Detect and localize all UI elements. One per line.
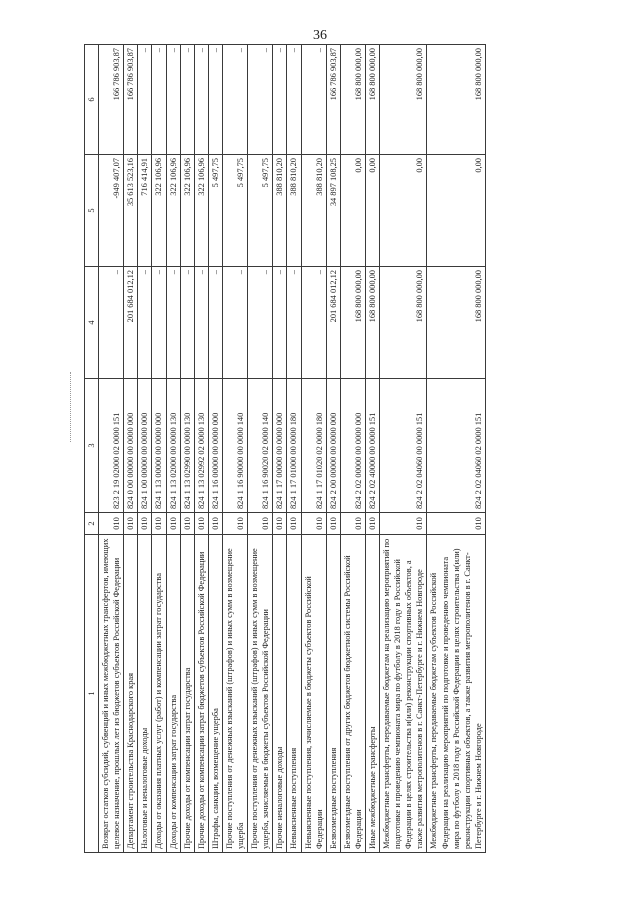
column-number-4: 4 [85, 267, 99, 379]
row-budget-classification-code: 824 2 00 00000 00 0000 000 [326, 379, 340, 513]
row-unexecuted-amount: 166 786 903,87 [99, 45, 124, 155]
table-row [287, 45, 301, 853]
table-row [99, 45, 124, 853]
table-row [273, 45, 287, 853]
budget-income-table [84, 44, 486, 853]
row-line-code: 010 [222, 513, 247, 535]
row-line-code: 010 [365, 513, 379, 535]
row-line-code: 010 [208, 513, 222, 535]
row-executed-amount: 5 497,75 [248, 155, 273, 267]
table-row [124, 45, 138, 853]
row-executed-amount: 0,00 [365, 155, 379, 267]
row-executed-amount: 5 497,75 [222, 155, 247, 267]
row-name: Прочие поступления от денежных взысканий (штрафов) и иных сумм в возмещение ущерба [222, 535, 247, 853]
row-name: Прочие доходы от компенсации затрат государства [180, 535, 194, 853]
row-approved-amount: 168 800 000,00 [427, 267, 485, 379]
row-name: Налоговые и неналоговые доходы [138, 535, 152, 853]
row-unexecuted-amount: 166 786 903,87 [326, 45, 340, 155]
row-approved-amount: – [99, 267, 124, 379]
page-number: 36 [313, 28, 327, 43]
row-unexecuted-amount: 166 786 903,87 [124, 45, 138, 155]
row-line-code: 010 [248, 513, 273, 535]
row-budget-classification-code: 824 1 17 00000 00 0000 000 [273, 379, 287, 513]
row-approved-amount: – [138, 267, 152, 379]
row-executed-amount: 34 897 108,25 [326, 155, 340, 267]
row-executed-amount: 388 810,20 [301, 155, 326, 267]
scan-margin-marks [70, 372, 76, 442]
row-line-code: 010 [194, 513, 208, 535]
row-approved-amount: – [180, 267, 194, 379]
row-unexecuted-amount: – [248, 45, 273, 155]
row-executed-amount: 388 810,20 [287, 155, 301, 267]
column-number-1: 1 [85, 535, 99, 853]
row-budget-classification-code: 824 1 16 00000 00 0000 000 [208, 379, 222, 513]
row-name: Доходы от оказания платных услуг (работ) и компенсации затрат государства [152, 535, 166, 853]
row-line-code: 010 [287, 513, 301, 535]
row-budget-classification-code: 823 2 19 02000 02 0000 151 [99, 379, 124, 513]
row-executed-amount: 0,00 [380, 155, 427, 267]
row-unexecuted-amount: 168 800 000,00 [380, 45, 427, 155]
row-approved-amount: – [152, 267, 166, 379]
row-executed-amount: 388 810,20 [273, 155, 287, 267]
row-budget-classification-code: 824 1 17 01000 00 0000 180 [287, 379, 301, 513]
row-name: Невыясненные поступления, зачисляемые в бюджеты субъектов Российской Федерации [301, 535, 326, 853]
row-budget-classification-code: 824 2 02 40000 00 0000 151 [365, 379, 379, 513]
row-line-code: 010 [427, 513, 485, 535]
row-budget-classification-code: 824 2 02 00000 00 0000 000 [340, 379, 365, 513]
table-row [208, 45, 222, 853]
table-row [194, 45, 208, 853]
table-row [166, 45, 180, 853]
row-budget-classification-code: 824 0 00 00000 00 0000 000 [124, 379, 138, 513]
row-approved-amount: 168 800 000,00 [340, 267, 365, 379]
row-executed-amount: 322 106,96 [194, 155, 208, 267]
rotated-table-wrapper [84, 45, 606, 853]
row-budget-classification-code: 824 1 17 01020 02 0000 180 [301, 379, 326, 513]
row-executed-amount: 35 613 523,16 [124, 155, 138, 267]
table-row [326, 45, 340, 853]
row-executed-amount: 5 497,75 [208, 155, 222, 267]
row-name: Межбюджетные трансферты, передаваемые бюджетам субъектов Российской Федерации на реализацию мероприятий по подготовке и проведению чемпионата мира по футболу в 2018 году в Российской Федерации в целях строительства и(или) реконструкции спортивных объектов, а также развития метрополитенов в г. Санкт-Петербурге и г. Нижнем Новгороде [427, 535, 485, 853]
row-executed-amount: -949 407,07 [99, 155, 124, 267]
row-name: Прочие неналоговые доходы [273, 535, 287, 853]
row-line-code: 010 [380, 513, 427, 535]
table-row [427, 45, 485, 853]
row-name: Департамент строительства Краснодарского края [124, 535, 138, 853]
row-name: Невыясненные поступления [287, 535, 301, 853]
row-executed-amount: 322 106,96 [180, 155, 194, 267]
column-number-5: 5 [85, 155, 99, 267]
row-unexecuted-amount: 168 800 000,00 [427, 45, 485, 155]
table-row [222, 45, 247, 853]
row-line-code: 010 [124, 513, 138, 535]
table-row [340, 45, 365, 853]
row-budget-classification-code: 824 1 00 00000 00 0000 000 [138, 379, 152, 513]
row-unexecuted-amount: – [152, 45, 166, 155]
row-budget-classification-code: 824 2 02 04060 02 0000 151 [427, 379, 485, 513]
row-approved-amount: – [194, 267, 208, 379]
row-unexecuted-amount: – [194, 45, 208, 155]
row-budget-classification-code: 824 1 13 02992 02 0000 130 [194, 379, 208, 513]
column-number-row [85, 45, 99, 853]
row-executed-amount: 716 414,91 [138, 155, 152, 267]
row-executed-amount: 0,00 [427, 155, 485, 267]
row-approved-amount: – [287, 267, 301, 379]
column-number-2: 2 [85, 513, 99, 535]
row-approved-amount: – [208, 267, 222, 379]
row-approved-amount: 201 684 012,12 [326, 267, 340, 379]
row-unexecuted-amount: – [273, 45, 287, 155]
column-number-6: 6 [85, 45, 99, 155]
row-budget-classification-code: 824 2 02 04060 00 0000 151 [380, 379, 427, 513]
row-approved-amount: – [248, 267, 273, 379]
table-row [365, 45, 379, 853]
row-budget-classification-code: 824 1 13 02000 00 0000 130 [166, 379, 180, 513]
row-approved-amount: – [166, 267, 180, 379]
table-row [138, 45, 152, 853]
table-row [248, 45, 273, 853]
row-budget-classification-code: 824 1 16 90000 00 0000 140 [222, 379, 247, 513]
row-budget-classification-code: 824 1 13 02990 00 0000 130 [180, 379, 194, 513]
row-line-code: 010 [180, 513, 194, 535]
row-name: Штрафы, санкции, возмещение ущерба [208, 535, 222, 853]
row-name: Безвозмездные поступления от других бюджетов бюджетной системы Российской Федерации [340, 535, 365, 853]
row-line-code: 010 [138, 513, 152, 535]
row-approved-amount: 168 800 000,00 [380, 267, 427, 379]
row-line-code: 010 [301, 513, 326, 535]
row-approved-amount: 201 684 012,12 [124, 267, 138, 379]
row-name: Межбюджетные трансферты, передаваемые бюджетам на реализацию мероприятий по подготовке и проведению чемпионата мира по футболу в 2018 году в Российской Федерации в целях строительства и(или) реконструкции спортивных объектов, а также развития метрополитенов в г. Санкт-Петербурге и г. Нижнем Новгороде [380, 535, 427, 853]
row-line-code: 010 [152, 513, 166, 535]
row-unexecuted-amount: 168 800 000,00 [365, 45, 379, 155]
row-line-code: 010 [166, 513, 180, 535]
row-budget-classification-code: 824 1 13 00000 00 0000 000 [152, 379, 166, 513]
table-row [301, 45, 326, 853]
row-unexecuted-amount: – [208, 45, 222, 155]
row-name: Безвозмездные поступления [326, 535, 340, 853]
row-unexecuted-amount: 168 800 000,00 [340, 45, 365, 155]
row-name: Возврат остатков субсидий, субвенций и иных межбюджетных трансфертов, имеющих целевое назначение, прошлых лет из бюджетов субъектов Российской Федерации [99, 535, 124, 853]
row-executed-amount: 322 106,96 [166, 155, 180, 267]
row-line-code: 010 [326, 513, 340, 535]
row-approved-amount: – [273, 267, 287, 379]
row-name: Доходы от компенсации затрат государства [166, 535, 180, 853]
row-unexecuted-amount: – [138, 45, 152, 155]
row-name: Прочие доходы от компенсации затрат бюджетов субъектов Российской Федерации [194, 535, 208, 853]
table-row [180, 45, 194, 853]
column-number-3: 3 [85, 379, 99, 513]
row-executed-amount: 322 106,96 [152, 155, 166, 267]
row-approved-amount: – [222, 267, 247, 379]
row-approved-amount: 168 800 000,00 [365, 267, 379, 379]
row-name: Прочие поступления от денежных взысканий (штрафов) и иных сумм в возмещение ущерба, зачисляемые в бюджеты субъектов Российской Федерации [248, 535, 273, 853]
row-unexecuted-amount: – [222, 45, 247, 155]
row-approved-amount: – [301, 267, 326, 379]
table-row [380, 45, 427, 853]
row-name: Иные межбюджетные трансферты [365, 535, 379, 853]
row-executed-amount: 0,00 [340, 155, 365, 267]
row-line-code: 010 [273, 513, 287, 535]
row-budget-classification-code: 824 1 16 90020 02 0000 140 [248, 379, 273, 513]
table-row [152, 45, 166, 853]
row-unexecuted-amount: – [301, 45, 326, 155]
row-unexecuted-amount: – [166, 45, 180, 155]
row-unexecuted-amount: – [180, 45, 194, 155]
row-line-code: 010 [340, 513, 365, 535]
row-line-code: 010 [99, 513, 124, 535]
row-unexecuted-amount: – [287, 45, 301, 155]
